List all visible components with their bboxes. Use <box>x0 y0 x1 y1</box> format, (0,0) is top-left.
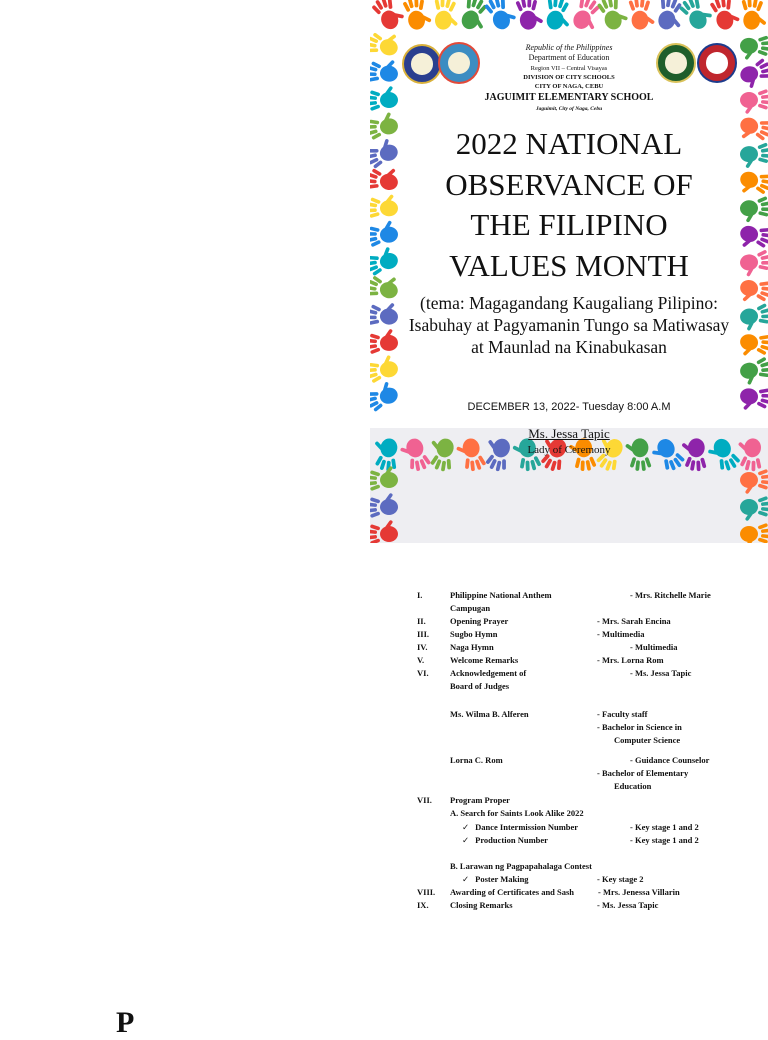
handprint-icon <box>737 221 768 254</box>
judge-name: Lorna C. Rom <box>450 755 503 765</box>
row-number: IX. <box>417 900 429 910</box>
handprint-icon <box>739 249 768 278</box>
event-theme: (tema: Magagandang Kaugaliang Pilipino: Isabuhay at Pagyamanin Tungo sa Matiwasay at Maunlad na Kinabukasan <box>408 293 730 357</box>
judge-degree: - Bachelor in Science in <box>597 722 682 732</box>
region-line: Region VII – Central Visayas <box>530 65 608 72</box>
row-performer: - Ms. Jessa Tapic <box>630 668 692 678</box>
row-item: Board of Judges <box>450 681 510 691</box>
check-item: ✓ Poster Making <box>462 874 529 885</box>
emcee-name: Ms. Jessa Tapic <box>528 426 610 441</box>
row-number: I. <box>417 590 423 600</box>
division-line: DIVISION OF CITY SCHOOLS <box>523 74 615 81</box>
row-number: VI. <box>417 668 429 678</box>
judge-degree: Education <box>614 781 652 791</box>
handprint-icon <box>628 0 655 30</box>
row-item: Opening Prayer <box>450 616 509 626</box>
handprint-icon <box>370 0 407 33</box>
handprint-icon <box>737 275 768 307</box>
handprint-icon <box>736 112 768 146</box>
handprint-icon <box>677 0 716 34</box>
handprint-icon <box>370 493 398 518</box>
row-performer: - Multimedia <box>597 629 645 639</box>
handprint-icon <box>653 0 688 33</box>
row-performer: - Key stage 1 and 2 <box>630 822 699 832</box>
school-address: Jaguimit, City of Naga, Cebu <box>535 106 603 112</box>
handprint-icon <box>739 302 768 332</box>
handprint-icon <box>596 0 631 32</box>
handprint-icon <box>370 328 398 354</box>
program-cover <box>370 0 768 543</box>
handprint-icon <box>740 142 768 169</box>
handprint-icon <box>740 523 768 543</box>
judge-role: - Guidance Counselor <box>630 755 710 765</box>
judge-role: - Faculty staff <box>597 709 648 719</box>
row-number: II. <box>417 616 426 626</box>
city-line: CITY OF NAGA, CEBU <box>534 83 604 90</box>
row-number: IV. <box>417 642 428 652</box>
handprint-icon <box>737 330 768 361</box>
row-number: VIII. <box>417 887 436 897</box>
judge-name: Ms. Wilma B. Alferen <box>450 709 529 719</box>
handprint-icon <box>370 299 400 329</box>
row-item: Welcome Remarks <box>450 655 519 665</box>
handprint-icon <box>370 220 399 248</box>
row-performer: - Mrs. Ritchelle Marie <box>630 590 711 600</box>
check-item: ✓ Dance Intermission Number <box>462 822 578 833</box>
handprint-icon <box>370 111 400 141</box>
row-item: Program Proper <box>450 795 510 805</box>
row-item: Sugbo Hymn <box>450 629 498 639</box>
handprint-icon <box>483 0 519 33</box>
republic-line: Republic of the Philippines <box>525 43 613 52</box>
event-title: 2022 NATIONAL OBSERVANCE OF THE FILIPINO VALUES MONTH <box>445 126 693 283</box>
handprint-icon <box>370 136 401 170</box>
handprint-icon <box>370 466 398 491</box>
row-performer: - Ms. Jessa Tapic <box>597 900 659 910</box>
handprint-icon <box>370 192 399 220</box>
sub-item: A. Search for Saints Look Alike 2022 <box>450 808 584 818</box>
judge-degree: - Bachelor of Elementary <box>597 768 689 778</box>
handprint-icon <box>402 0 433 31</box>
check-item: ✓ Production Number <box>462 835 548 846</box>
handprint-icon <box>370 245 400 277</box>
event-date: DECEMBER 13, 2022- Tuesday 8:00 A.M <box>467 401 671 413</box>
row-performer: - Key stage 2 <box>597 874 644 884</box>
row-performer: - Multimedia <box>630 642 678 652</box>
handprint-icon <box>515 0 544 30</box>
row-performer: - Mrs. Lorna Rom <box>597 655 664 665</box>
handprint-icon <box>738 356 768 387</box>
row-performer: - Mrs. Jenessa Villarin <box>598 887 680 897</box>
judge-degree: Computer Science <box>614 735 681 745</box>
cut-off-letter: P <box>116 1006 135 1039</box>
row-item: Awarding of Certificates and Sash <box>450 887 575 897</box>
handprint-icon <box>740 469 768 494</box>
department-line: Department of Education <box>528 53 610 62</box>
handprint-icon <box>431 0 462 32</box>
handprint-icon <box>739 0 768 31</box>
handprint-icon <box>740 496 768 521</box>
handprint-icon <box>542 0 575 32</box>
row-number: V. <box>417 655 425 665</box>
handprint-icon <box>709 0 742 32</box>
handprint-icon <box>736 167 768 200</box>
row-item: Closing Remarks <box>450 900 513 910</box>
handprint-icon <box>370 520 398 543</box>
row-item: Naga Hymn <box>450 642 494 652</box>
row-number: VII. <box>417 795 432 805</box>
emcee-role: Lady of Ceremony <box>527 444 611 456</box>
row-item: Philippine National Anthem <box>450 590 552 600</box>
row-item: Campugan <box>450 603 491 613</box>
row-number: III. <box>417 629 430 639</box>
row-item: Acknowledgement of <box>450 668 527 678</box>
row-performer: - Mrs. Sarah Encina <box>597 616 671 626</box>
row-performer: - Key stage 1 and 2 <box>630 835 699 845</box>
handprint-icon <box>370 354 400 385</box>
handprint-icon <box>739 196 768 224</box>
sub-item: B. Larawan ng Pagpapahalaga Contest <box>450 861 592 871</box>
school-name: JAGUIMIT ELEMENTARY SCHOOL <box>484 92 654 103</box>
